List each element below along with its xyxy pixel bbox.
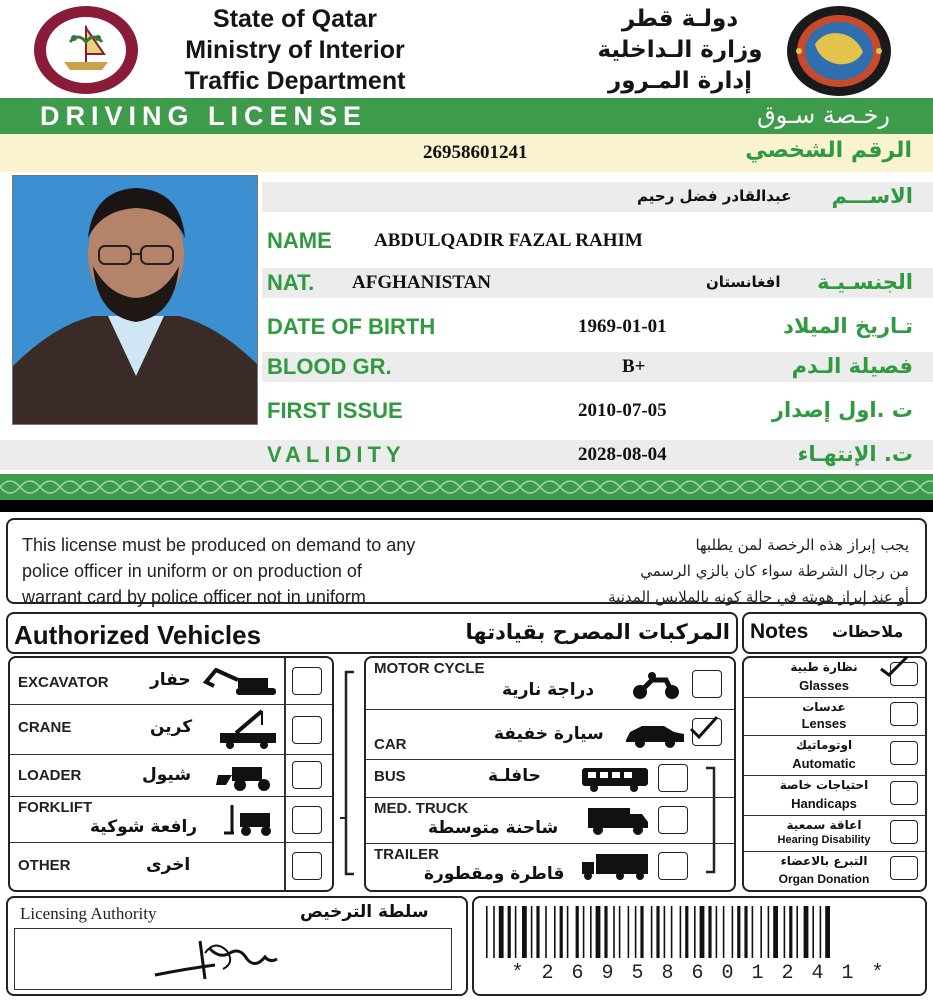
barcode-bar [784, 906, 786, 958]
note-label-arabic: اوتوماتيك [795, 738, 853, 752]
signature-box [14, 928, 452, 990]
vehicle-label: CRANE [18, 719, 72, 736]
barcode-bar [744, 906, 747, 958]
barcode-bar [486, 906, 488, 958]
personal-number-value: 26958601241 [423, 142, 528, 163]
note-label: Lenses [801, 716, 847, 731]
barcode-bar [583, 906, 585, 958]
title-bar [0, 98, 933, 134]
barcode-bar [708, 906, 711, 958]
blood-group-label: BLOOD GR. [267, 354, 392, 379]
row-blood-group [262, 352, 933, 382]
barcode-bar [536, 906, 539, 958]
checkmark-icon [879, 655, 911, 681]
row-validity [0, 440, 933, 470]
card-divider [0, 500, 933, 512]
qatar-emblem-icon [30, 2, 142, 98]
checkmark-icon [687, 713, 721, 743]
barcode-bar [768, 906, 770, 958]
bus-icon [580, 766, 650, 792]
name-label: NAME [267, 228, 332, 253]
vehicle-label: FORKLIFT [18, 799, 93, 816]
licensing-authority-label: Licensing Authority [20, 904, 157, 923]
vehicle-checkbox[interactable] [292, 667, 322, 695]
note-checkbox[interactable] [890, 820, 918, 844]
vehicle-checkbox[interactable] [292, 852, 322, 880]
vehicle-label-arabic: حافلـة [488, 766, 541, 786]
notice-arabic [608, 532, 909, 610]
barcode-bar [656, 906, 659, 958]
note-row-automatic [744, 736, 926, 776]
row-nationality [262, 268, 933, 298]
barcode-bar [716, 906, 718, 958]
notice-en-line-2: police officer in uniform or on production of [22, 561, 362, 581]
barcode-bar [664, 906, 666, 958]
vehicle-label-arabic: سيارة خفيفة [494, 724, 604, 744]
note-label: Hearing Disability [777, 834, 871, 846]
dob-value: 1969-01-01 [578, 316, 667, 337]
note-label-arabic: احتياجات خاصة [779, 778, 869, 792]
vehicle-label: OTHER [18, 857, 71, 874]
vehicle-label: LOADER [18, 767, 82, 784]
note-row-handicaps [744, 776, 926, 816]
first-issue-label: FIRST ISSUE [267, 398, 403, 423]
vehicle-label-arabic: شاحنة متوسطة [428, 818, 559, 838]
notice-english [22, 532, 415, 610]
vehicle-checkbox[interactable] [292, 806, 322, 834]
nationality-arabic-label: الجنسـيـة [817, 270, 913, 294]
barcode-bar [812, 906, 814, 958]
notes-title: Notes [750, 620, 809, 643]
vehicle-checkbox[interactable] [658, 852, 688, 880]
vehicle-row-med-truck [366, 798, 734, 844]
barcode-bar [723, 906, 725, 958]
barcode-bar [590, 906, 592, 958]
barcode-bar [508, 906, 511, 958]
name-value: ABDULQADIR FAZAL RAHIM [374, 230, 643, 251]
crane-icon [216, 709, 280, 749]
loader-icon [214, 761, 282, 791]
barcode-bar [685, 906, 688, 958]
barcode-bar [596, 906, 601, 958]
authorized-vehicles-title: Authorized Vehicles [14, 620, 262, 650]
personal-number-label: الرقم الشخصي [745, 138, 912, 163]
barcode-bar [737, 906, 740, 958]
vehicle-row-motorcycle [366, 658, 734, 710]
barcode-bar [604, 906, 607, 958]
note-checkbox[interactable] [890, 856, 918, 880]
validity-value: 2028-08-04 [578, 444, 667, 465]
vehicle-label: CAR [374, 736, 407, 753]
barcode-bar [522, 906, 527, 958]
header-arabic [580, 4, 780, 97]
notice-ar-line-2: من رجال الشرطة سواء كان بالزي الرسمي [640, 562, 909, 580]
name-arabic-label: الاســـم [831, 184, 913, 208]
notes-title-arabic: ملاحظات [832, 622, 904, 641]
note-label: Organ Donation [778, 872, 870, 886]
barcode-bar [493, 906, 495, 958]
barcode-bar [732, 906, 734, 958]
name-arabic-value: عبدالقادر فضل رحيم [637, 187, 792, 205]
vehicle-label-arabic: حفار [150, 670, 191, 690]
vehicle-checkbox[interactable] [658, 806, 688, 834]
vehicle-checkbox-checked[interactable] [692, 718, 722, 746]
header-ar-line-ministry: وزارة الـداخلية [597, 37, 763, 63]
barcode-bar [499, 906, 504, 958]
barcode-bar [613, 906, 615, 958]
licensing-authority-label-arabic: سلطة الترخيص [300, 902, 429, 922]
header-english [150, 4, 440, 97]
vehicle-checkbox[interactable] [692, 670, 722, 698]
barcode-bar [619, 906, 621, 958]
holder-photo [12, 175, 258, 425]
barcode-bar [752, 906, 754, 958]
note-label-arabic: نظارة طبية [790, 660, 858, 674]
note-checkbox[interactable] [890, 741, 918, 765]
row-date-of-birth [262, 312, 933, 342]
note-row-organ-donation [744, 852, 926, 890]
grid-separator [284, 658, 286, 890]
first-issue-arabic-label: ت .اول إصدار [771, 398, 913, 422]
validity-arabic-label: ت. الإنتهـاء [797, 442, 913, 466]
barcode-bar [640, 906, 643, 958]
car-icon [624, 722, 686, 748]
header-line-department: Traffic Department [184, 67, 406, 95]
truck-icon [586, 806, 650, 836]
holder-portrait-image [13, 176, 258, 425]
notice-box [6, 518, 927, 607]
notice-ar-line-3: أو عند إبراز هويته في حالة كونه بالملابس المدنية [608, 588, 909, 606]
barcode-bar [515, 906, 517, 958]
barcode-bar [576, 906, 579, 958]
vehicle-label-arabic: اخرى [146, 855, 191, 875]
barcode-bar [628, 906, 630, 958]
motorcycle-icon [630, 670, 682, 700]
excavator-icon [202, 668, 280, 696]
nationality-value: AFGHANISTAN [352, 272, 491, 293]
barcode-bar [545, 906, 547, 958]
barcode-bar [825, 906, 830, 958]
header-ar-line-state: دولـة قطر [621, 6, 739, 32]
note-label-arabic: اعاقة سمعية [786, 818, 862, 832]
vehicle-label-arabic: شيول [142, 765, 192, 785]
note-checkbox[interactable] [890, 702, 918, 726]
vehicle-label-arabic: دراجة نارية [502, 680, 595, 700]
barcode-bar [680, 906, 682, 958]
barcode-bar [773, 906, 778, 958]
vehicle-label-arabic: قاطرة ومقطورة [424, 864, 565, 884]
vehicle-label-arabic: رافعة شوكية [90, 817, 198, 837]
barcode-bar [671, 906, 673, 958]
note-row-hearing [744, 816, 926, 852]
barcode-bar [635, 906, 637, 958]
header-line-state: State of Qatar [213, 5, 377, 33]
vehicle-label: BUS [374, 768, 406, 785]
note-label: Handicaps [791, 796, 857, 811]
notice-en-line-1: This license must be produced on demand to any [22, 535, 416, 555]
notice-en-line-3: warrant card by police officer not in uniform [22, 587, 366, 607]
barcode-bar [560, 906, 563, 958]
forklift-icon [222, 803, 280, 837]
vehicle-label: MOTOR CYCLE [374, 660, 485, 677]
barcode-bar [820, 906, 822, 958]
barcode-bar [796, 906, 798, 958]
note-row-lenses [744, 698, 926, 736]
barcode-bar [789, 906, 792, 958]
barcode-bar [700, 906, 705, 958]
gcc-emblem-icon [785, 4, 893, 98]
blood-group-value: B+ [622, 356, 646, 377]
vehicle-checkbox[interactable] [292, 716, 322, 744]
validity-label: VALIDITY [267, 442, 406, 467]
barcode-bar [567, 906, 569, 958]
vehicle-checkbox[interactable] [658, 764, 688, 792]
signature-icon [15, 929, 453, 991]
notice-ar-line-1: يجب إبراز هذه الرخصة لمن يطلبها [695, 536, 909, 554]
vehicle-label-arabic: كرين [150, 717, 193, 737]
row-name-arabic [262, 182, 933, 212]
nationality-arabic-value: افغانستان [706, 273, 781, 291]
row-first-issue [262, 396, 933, 426]
note-label: Automatic [792, 756, 856, 771]
title-arabic: رخـصة سـوق [757, 101, 890, 129]
personal-number-row [0, 134, 933, 172]
barcode-bar [804, 906, 809, 958]
nationality-label: NAT. [267, 270, 315, 295]
vehicle-label: EXCAVATOR [18, 674, 109, 691]
note-row-glasses [744, 658, 926, 698]
vehicle-row-car [366, 710, 734, 760]
note-label: Glasses [799, 678, 849, 693]
barcode-bar [760, 906, 762, 958]
barcode-number: * 2 6 9 5 8 6 0 1 2 4 1 * [511, 962, 887, 985]
header-ar-line-department: إدارة المـرور [607, 68, 753, 94]
barcode-bar [554, 906, 556, 958]
vehicle-row-trailer [366, 844, 734, 890]
authorized-vehicles-title-arabic: المركبات المصرح بقيادتها [465, 620, 730, 644]
barcode-bar [651, 906, 653, 958]
row-name [262, 226, 933, 256]
barcode-bar [694, 906, 696, 958]
dob-label: DATE OF BIRTH [267, 314, 436, 339]
vehicle-label: TRAILER [374, 846, 439, 863]
header-line-ministry: Ministry of Interior [185, 36, 405, 64]
vehicle-row-bus [366, 760, 734, 798]
bracket-left-icon [336, 668, 362, 878]
blood-group-arabic-label: فصيلة الـدم [791, 354, 913, 378]
note-label-arabic: التبرع بالاعضاء [780, 854, 868, 868]
dob-arabic-label: تـاريخ الميلاد [783, 314, 913, 338]
title-english: DRIVING LICENSE [40, 101, 368, 131]
barcode-bar [531, 906, 533, 958]
note-checkbox[interactable] [890, 781, 918, 805]
first-issue-value: 2010-07-05 [578, 400, 667, 421]
note-label-arabic: عدسات [802, 700, 846, 714]
note-checkbox-checked[interactable] [890, 662, 918, 686]
vehicle-label: MED. TRUCK [374, 800, 469, 817]
decorative-pattern-border [0, 474, 933, 500]
barcode-image [484, 906, 914, 958]
trailer-icon [580, 852, 650, 882]
vehicle-checkbox[interactable] [292, 761, 322, 789]
